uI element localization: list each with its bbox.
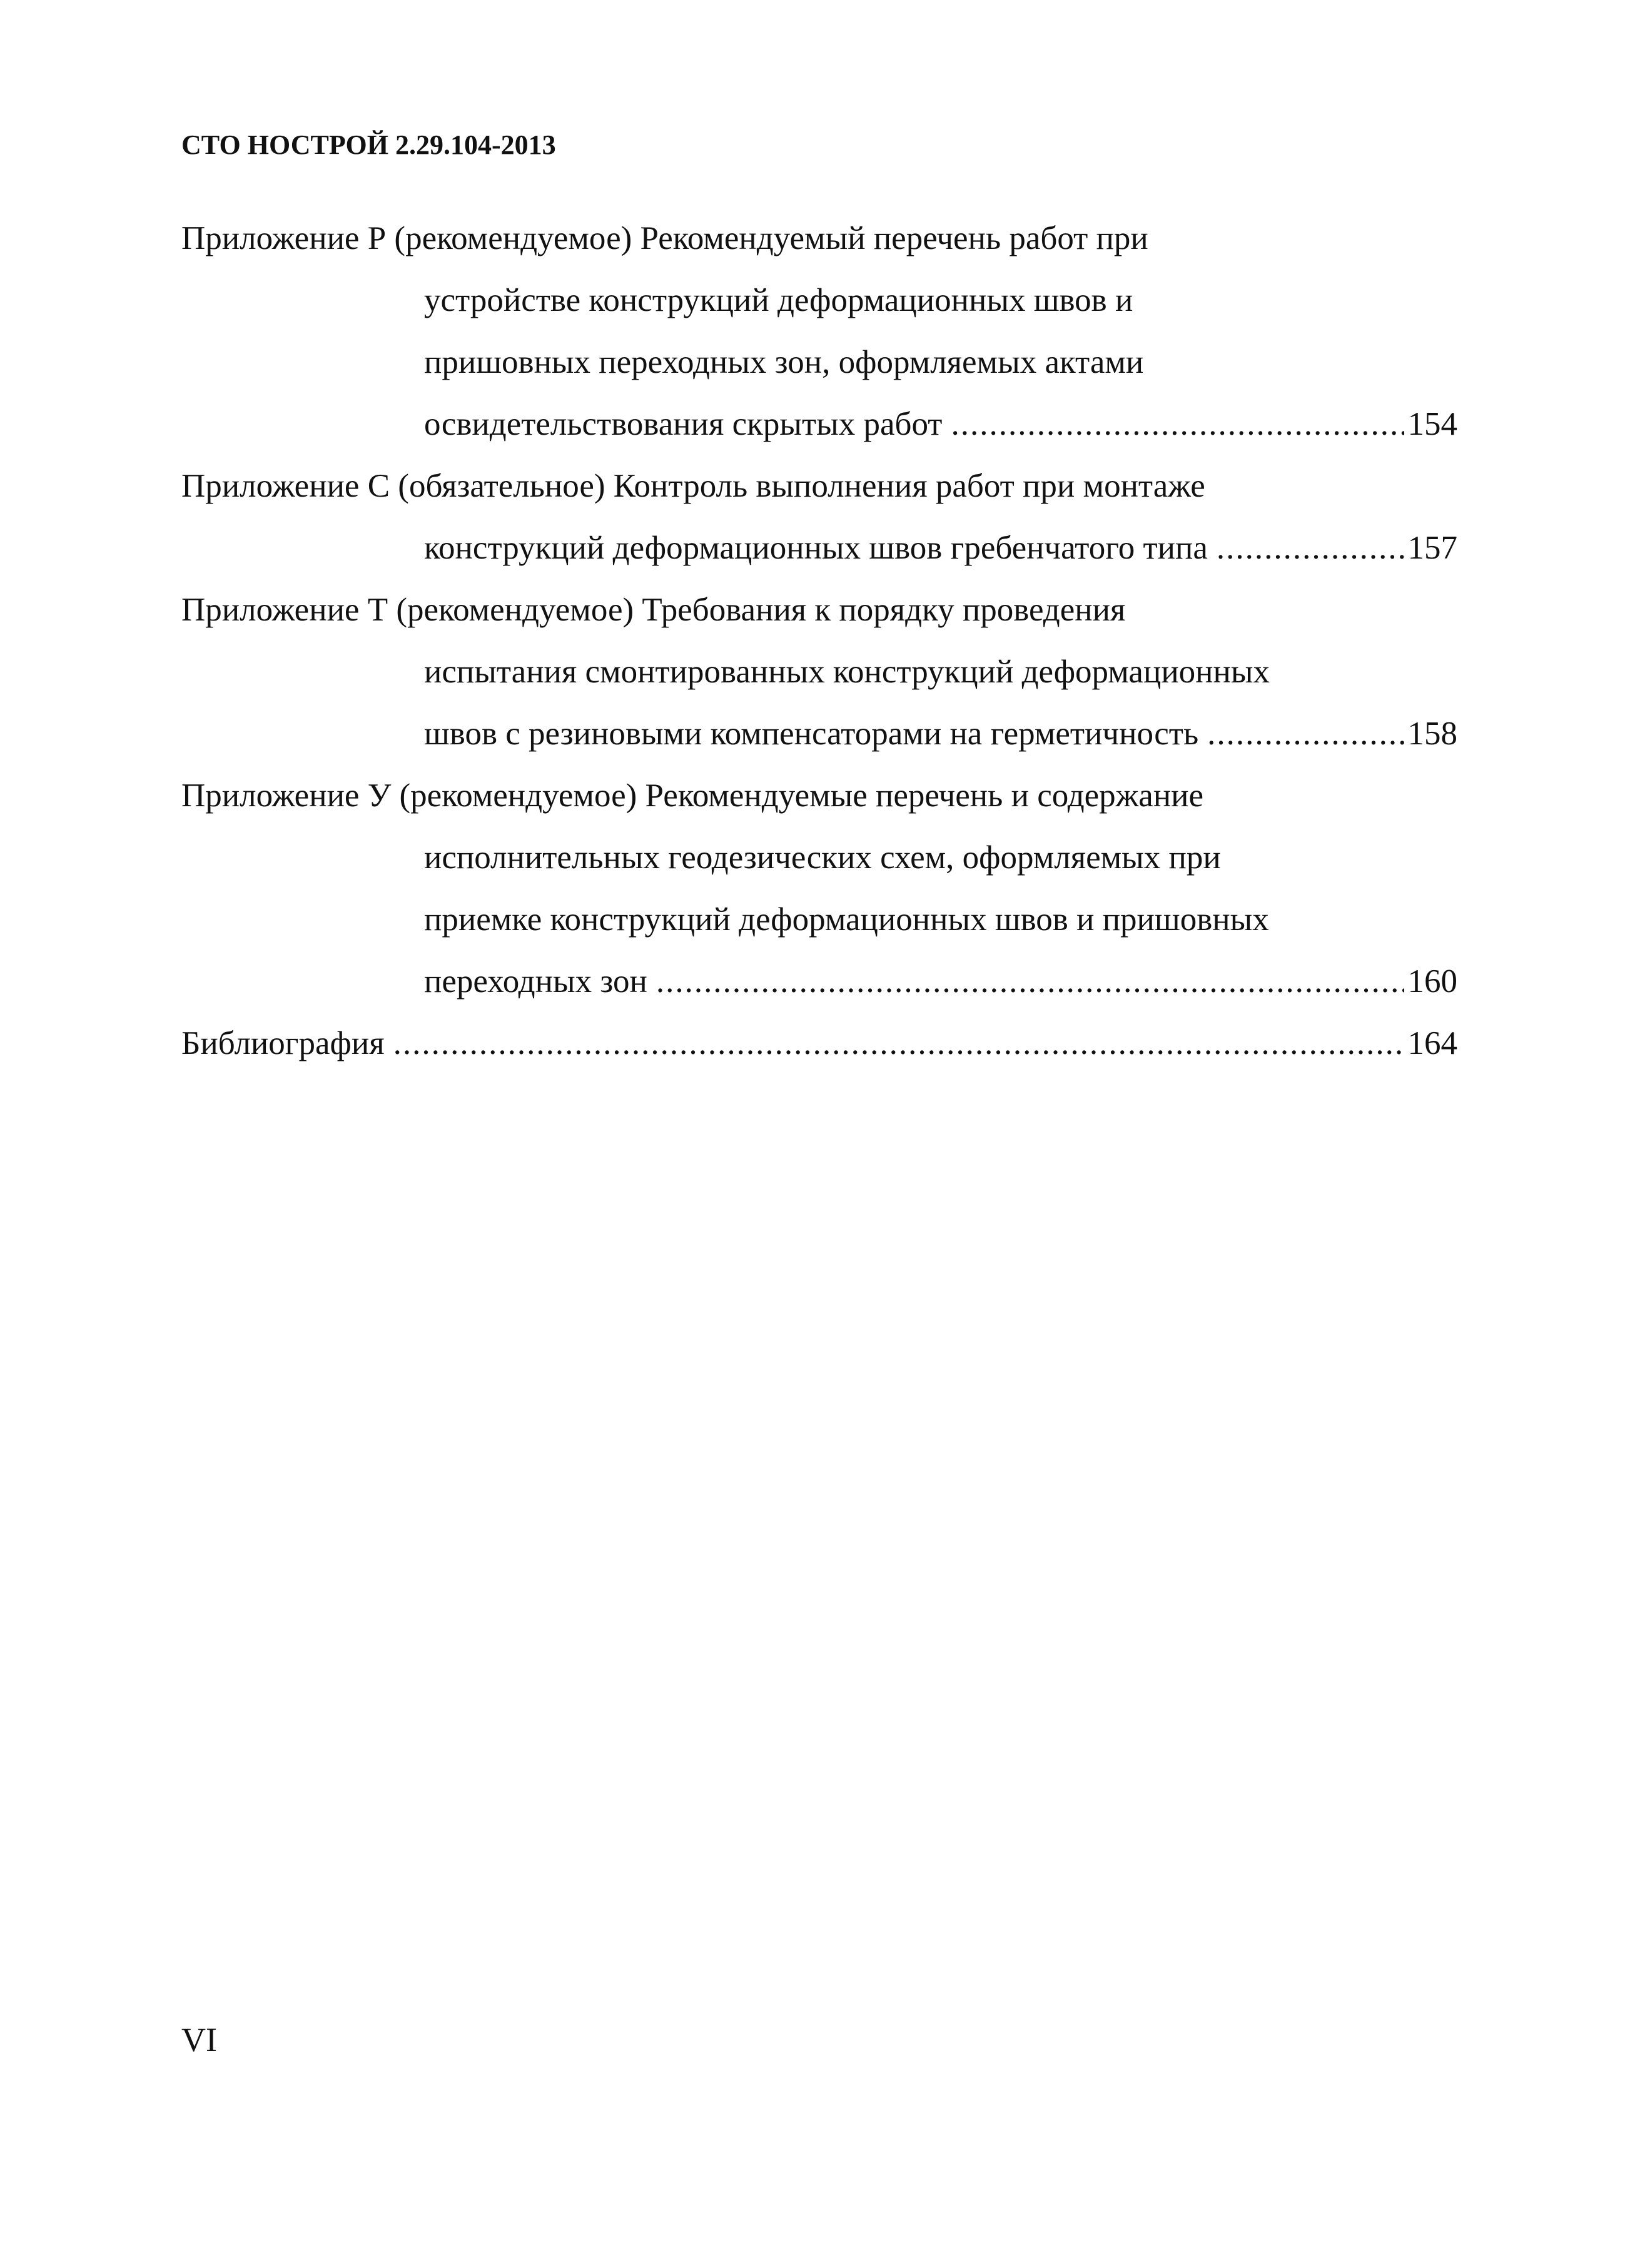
dot-leader (1207, 703, 1404, 765)
table-of-contents (181, 208, 1457, 1075)
toc-line (181, 889, 1457, 951)
toc-entry-continuation: приемке конструкций деформационных швов и пришовных (424, 901, 1269, 938)
document-code-header: СТО НОСТРОЙ 2.29.104-2013 (181, 129, 556, 160)
toc-entry-continuation: швов с резиновыми компенсаторами на герметичность (424, 716, 1199, 752)
toc-entry-bibliography[interactable] (181, 1013, 1457, 1075)
toc-line (181, 270, 1457, 332)
toc-entry-continuation: освидетельствования скрытых работ (424, 406, 943, 442)
toc-entry-title: Библиография (181, 1025, 385, 1061)
toc-entry-appendix-s[interactable] (181, 455, 1457, 579)
toc-line (181, 208, 1457, 270)
toc-entry-title: Приложение Т (рекомендуемое) Требования к порядку проведения (181, 592, 1126, 628)
toc-entry-title: Приложение С (обязательное) Контроль выполнения работ при монтаже (181, 468, 1205, 504)
toc-line (181, 332, 1457, 393)
toc-line (181, 517, 1457, 579)
toc-line (181, 827, 1457, 889)
toc-page-number: 154 (1407, 406, 1457, 442)
toc-entry-title: Приложение Р (рекомендуемое) Рекомендуемый перечень работ при (181, 220, 1148, 256)
toc-entry-continuation: пришовных переходных зон, оформляемых актами (424, 344, 1144, 380)
toc-entry-appendix-r[interactable] (181, 208, 1457, 455)
toc-line (181, 455, 1457, 517)
toc-entry-continuation: испытания смонтированных конструкций деформационных (424, 654, 1270, 690)
toc-entry-appendix-u[interactable] (181, 765, 1457, 1013)
toc-line (181, 1013, 1457, 1075)
toc-page-number: 158 (1407, 716, 1457, 752)
toc-line (181, 641, 1457, 703)
toc-entry-appendix-t[interactable] (181, 579, 1457, 765)
dot-leader (656, 951, 1404, 1013)
toc-line (181, 393, 1457, 455)
dot-leader (1217, 517, 1404, 579)
toc-page-number: 157 (1407, 530, 1457, 566)
toc-line (181, 703, 1457, 765)
toc-line (181, 951, 1457, 1013)
toc-page-number: 160 (1407, 963, 1457, 1000)
toc-entry-continuation: устройстве конструкций деформационных швов и (424, 282, 1133, 318)
toc-entry-title: Приложение У (рекомендуемое) Рекомендуемые перечень и содержание (181, 777, 1204, 814)
toc-entry-continuation: конструкций деформационных швов гребенчатого типа (424, 530, 1208, 566)
toc-entry-continuation: переходных зон (424, 963, 647, 1000)
toc-page-number: 164 (1407, 1025, 1457, 1061)
dot-leader (951, 393, 1404, 455)
page-number-footer: VI (181, 2021, 217, 2058)
toc-line (181, 579, 1457, 641)
toc-line (181, 765, 1457, 827)
toc-entry-continuation: исполнительных геодезических схем, оформляемых при (424, 839, 1221, 876)
dot-leader (393, 1013, 1404, 1075)
